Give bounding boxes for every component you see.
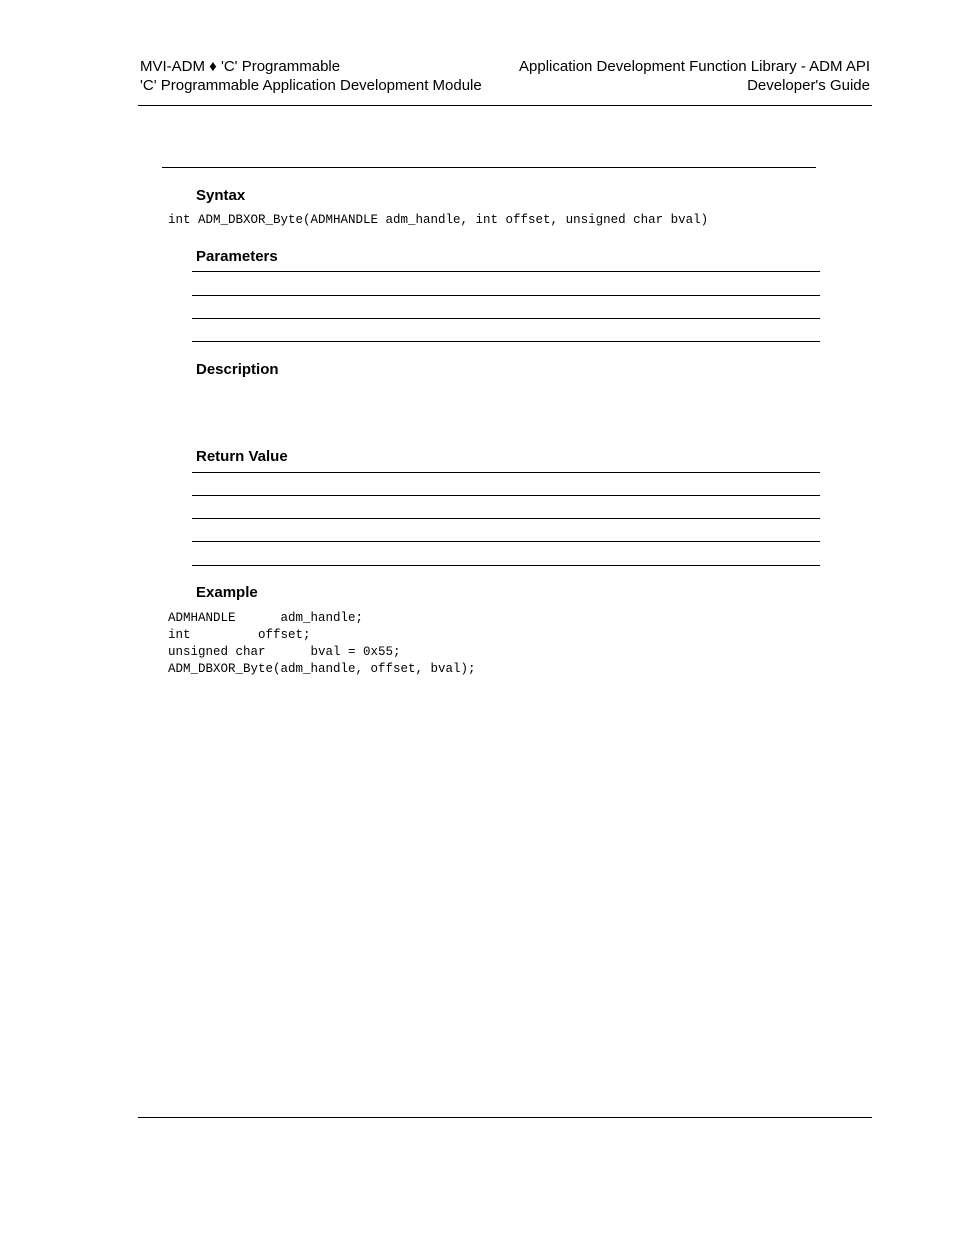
parameters-table-rule bbox=[192, 318, 820, 319]
function-top-divider bbox=[162, 167, 816, 168]
parameters-table-rule bbox=[192, 295, 820, 296]
return-table-rule bbox=[192, 472, 820, 473]
example-code-line: unsigned char bval = 0x55; bbox=[168, 645, 401, 659]
parameters-heading: Parameters bbox=[196, 248, 278, 265]
example-code-line: int offset; bbox=[168, 628, 311, 642]
return-table-rule bbox=[192, 495, 820, 496]
example-heading: Example bbox=[196, 584, 258, 601]
parameters-table-rule bbox=[192, 271, 820, 272]
return-table-rule bbox=[192, 518, 820, 519]
description-heading: Description bbox=[196, 361, 279, 378]
header-right bbox=[519, 57, 870, 95]
return-table-rule bbox=[192, 541, 820, 542]
syntax-code: int ADM_DBXOR_Byte(ADMHANDLE adm_handle, int offset, unsigned char bval) bbox=[168, 213, 709, 227]
header-product: MVI-ADM ♦ 'C' Programmable bbox=[140, 58, 341, 75]
header-module: 'C' Programmable Application Development Module bbox=[140, 77, 482, 94]
header-library: Application Development Function Library - ADM API bbox=[519, 58, 870, 75]
header-guide: Developer's Guide bbox=[747, 77, 870, 94]
footer-divider bbox=[138, 1117, 872, 1118]
example-code-line: ADM_DBXOR_Byte(adm_handle, offset, bval); bbox=[168, 662, 476, 676]
header-left bbox=[140, 57, 482, 95]
return-table-rule bbox=[192, 565, 820, 566]
header-divider bbox=[138, 105, 872, 106]
return-value-heading: Return Value bbox=[196, 448, 288, 465]
syntax-heading: Syntax bbox=[196, 187, 246, 204]
parameters-table-rule bbox=[192, 341, 820, 342]
example-code-line: ADMHANDLE adm_handle; bbox=[168, 611, 364, 625]
